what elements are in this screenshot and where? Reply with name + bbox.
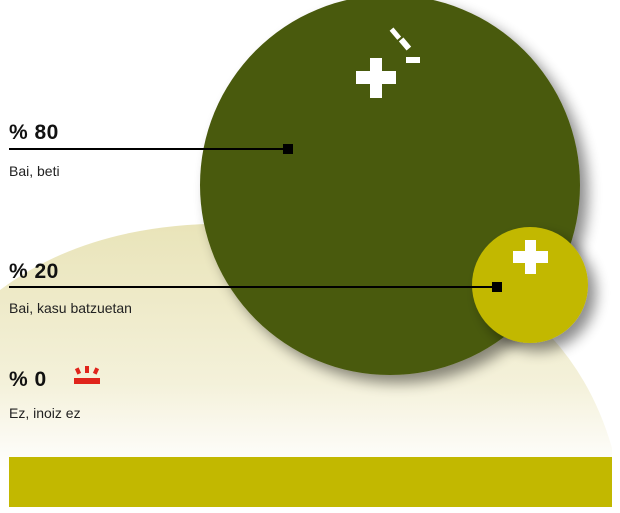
leader-dot-20 <box>492 282 502 292</box>
bottom-bar <box>9 457 612 507</box>
category-label-80: Bai, beti <box>9 163 60 179</box>
value-label-80: % 80 <box>9 121 59 144</box>
value-label-0: % 0 <box>9 368 47 391</box>
category-label-0: Ez, inoiz ez <box>9 405 81 421</box>
leader-dot-80 <box>283 144 293 154</box>
category-label-20: Bai, kasu batzuetan <box>9 300 132 316</box>
value-label-20: % 20 <box>9 260 59 283</box>
